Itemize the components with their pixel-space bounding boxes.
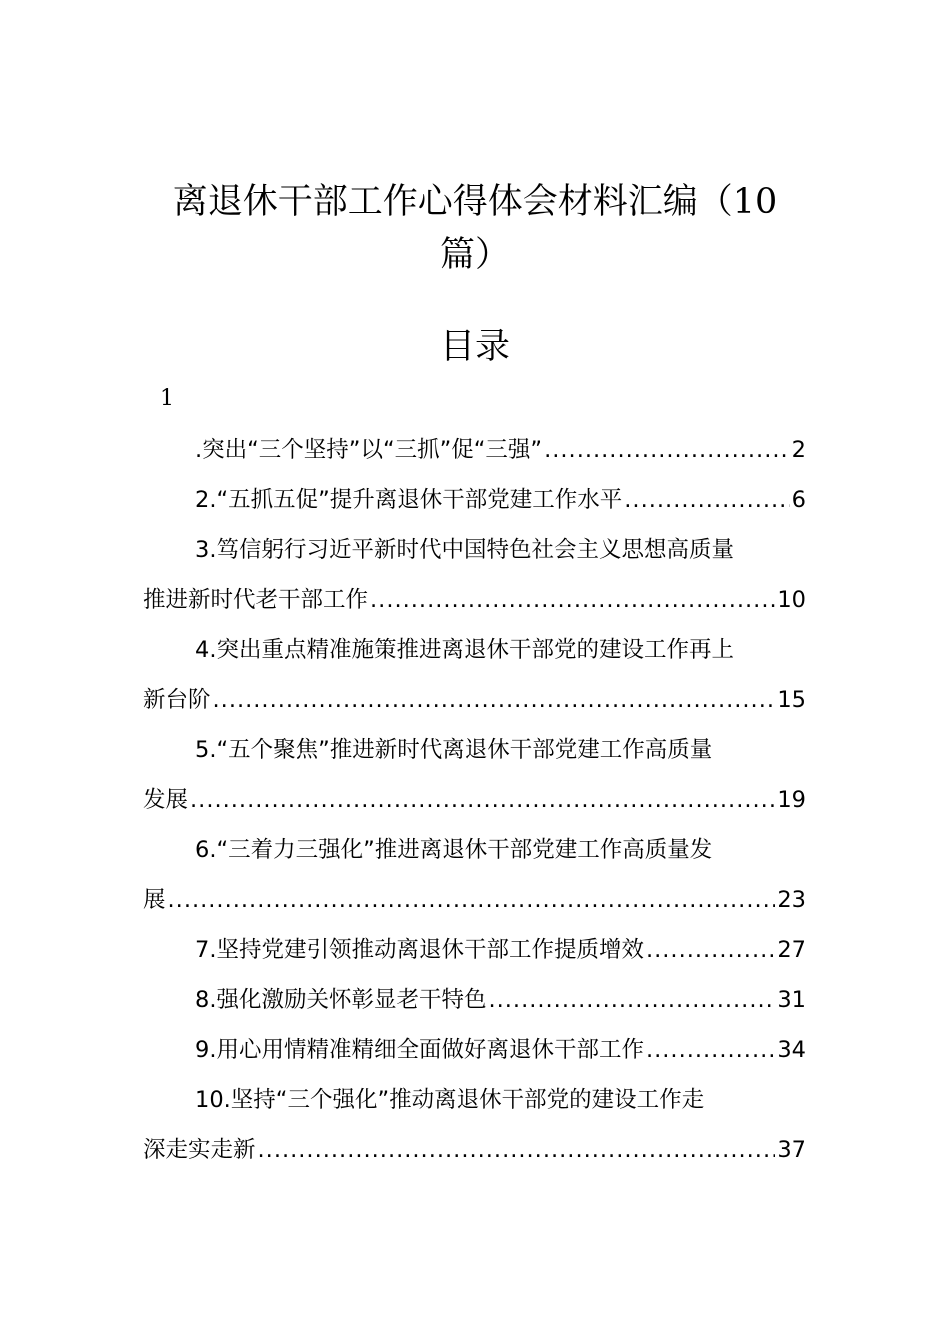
toc-page-number: 34 <box>777 1037 806 1063</box>
toc-page-number: 27 <box>777 937 806 963</box>
toc-entry[interactable] <box>143 925 806 975</box>
dot-leader <box>646 925 775 975</box>
toc-entry-text: 深走实走新 <box>143 1137 256 1163</box>
toc-entry[interactable] <box>143 625 806 725</box>
toc-entry-text: 3.笃信躬行习近平新时代中国特色社会主义思想高质量 <box>195 537 734 563</box>
title-line-1 <box>0 176 950 229</box>
toc-page-number: 19 <box>777 787 806 813</box>
toc-entry[interactable] <box>143 975 806 1025</box>
marker-number: 1 <box>160 386 174 411</box>
toc-entry[interactable] <box>143 1025 806 1075</box>
toc-entry-text: 4.突出重点精准施策推进离退休干部党的建设工作再上 <box>195 637 734 663</box>
toc-page-number: 37 <box>777 1137 806 1163</box>
dot-leader <box>370 575 775 625</box>
toc-entry-text: 10.坚持“三个强化”推动离退休干部党的建设工作走 <box>195 1087 705 1113</box>
toc-entry-text: 新台阶 <box>143 687 211 713</box>
toc-entry[interactable] <box>143 825 806 925</box>
toc-entry-text: 9.用心用情精准精细全面做好离退休干部工作 <box>195 1037 644 1063</box>
toc-entry[interactable] <box>143 475 806 525</box>
table-of-contents <box>143 425 806 1175</box>
toc-entry[interactable] <box>143 425 806 475</box>
title-line-2: 篇） <box>439 235 510 275</box>
dot-leader <box>544 425 790 475</box>
title-text: 离退休干部工作心得体会材料汇编（ <box>172 182 733 222</box>
toc-page-number: 23 <box>777 887 806 913</box>
toc-entry-text: 6.“三着力三强化”推进离退休干部党建工作高质量发 <box>195 837 713 863</box>
dot-leader <box>258 1125 776 1175</box>
toc-entry-text: 7.坚持党建引领推动离退休干部工作提质增效 <box>195 937 644 963</box>
toc-entry-text: 5.“五个聚焦”推进新时代离退休干部党建工作高质量 <box>195 737 713 763</box>
dot-leader <box>646 1025 775 1075</box>
toc-entry[interactable] <box>143 725 806 825</box>
title-number: 10 <box>732 182 778 222</box>
toc-heading: 目录 <box>439 327 510 367</box>
document-title <box>0 176 950 282</box>
toc-page-number: 2 <box>791 437 806 463</box>
toc-entry-text: 展 <box>143 887 166 913</box>
dot-leader <box>190 775 775 825</box>
toc-entry[interactable] <box>143 525 806 625</box>
toc-entry[interactable] <box>143 1075 806 1175</box>
toc-entry-text: 推进新时代老干部工作 <box>143 587 369 613</box>
toc-page-number: 15 <box>777 687 806 713</box>
toc-page-number: 6 <box>791 487 806 513</box>
dot-leader <box>488 975 775 1025</box>
dot-leader <box>624 475 789 525</box>
dot-leader <box>168 875 776 925</box>
toc-page-number: 31 <box>777 987 806 1013</box>
toc-entry-text: 8.强化激励关怀彰显老干特色 <box>195 987 487 1013</box>
toc-entry-text: 发展 <box>143 787 189 813</box>
toc-entry-text: 2.“五抓五促”提升离退休干部党建工作水平 <box>195 487 623 513</box>
dot-leader <box>213 675 776 725</box>
toc-page-number: 10 <box>777 587 806 613</box>
toc-entry-text: .突出“三个坚持”以“三抓”促“三强” <box>195 437 543 463</box>
